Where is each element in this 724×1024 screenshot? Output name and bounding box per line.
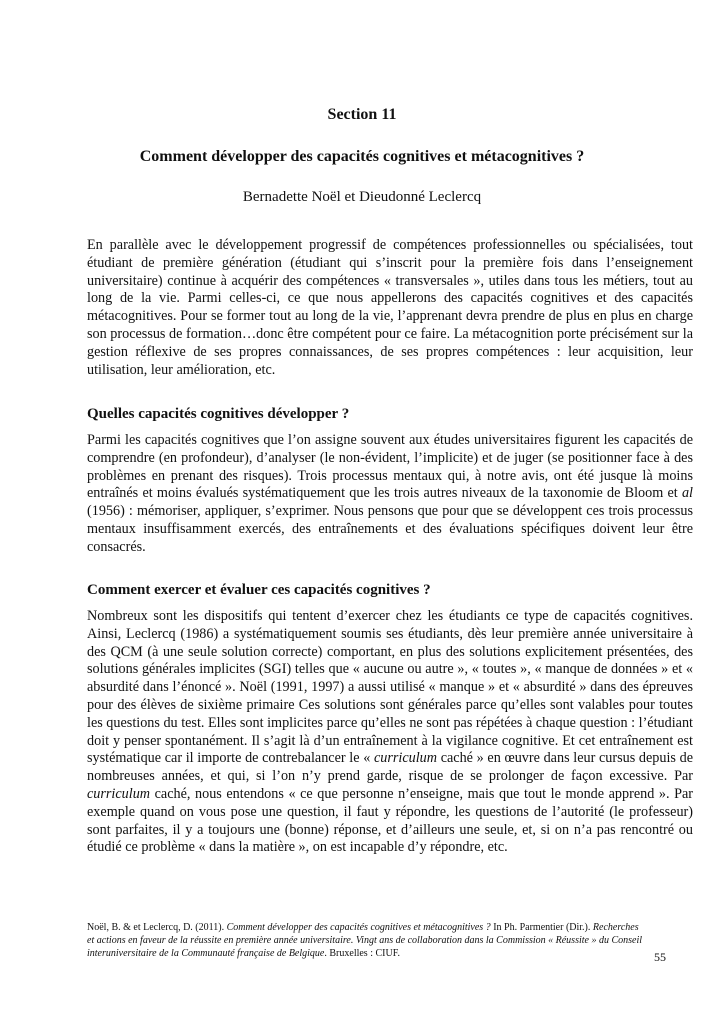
section-2-paragraph: [87, 608, 693, 857]
section-1-paragraph: [87, 432, 693, 557]
section-2-text-a: Nombreux sont les dispositifs qui tentent d’exercer chez les étudiants ce type de capacités cognitives. Ainsi, Leclercq (1986) a systématiquement soumis ses étudiants, dès leur première année universitaire à des QCM (à une seule solution correcte) comportant, en plus des solutions explicitement présentées, des solutions générales implicites (SGI) telles que « aucune ou autre », « toutes », « manque de données » et « absurdité dans l’énoncé ». Noël (1991, 1997) a aussi utilisé « manque » et « absurdité » dans des épreuves pour des élèves de sixième primaire Ces solutions sont générales parce qu’elles sont valables pour toutes les questions du test. Elles sont implicites parce qu’elles ne sont pas répétées à chaque question : l’étudiant doit y penser spontanément. Il s’agit là d’un entraînement à la vigilance cognitive. Et cet entraînement est systématique car il importe de contrebalancer le «: [87, 608, 693, 767]
footnote-book: Recherches et actions en faveur de la réussite en première année universitaire. Vingt ans de collaboration dans la Commission « Réussite » du Conseil interuniversitaire de la Communauté française de Belgique: [87, 922, 643, 959]
footnote-publisher: . Bruxelles : CIUF.: [324, 948, 400, 959]
citation-footnote: [87, 921, 647, 960]
section-2-text-c: caché, nous entendons « ce que personne n’enseigne, mais que tout le monde apprend ». Par exemple quand on vous pose une question, il faut y répondre, les questions de l’autorité (le professeur) sont parfaites, il y a toujours une (bonne) réponse, et d’ailleurs une seule, et, si on n’a pas rencontré ou étudié ce problème « dans la matière », on est incapable d’y répondre, etc.: [87, 785, 693, 856]
section-1-text-after: (1956) : mémoriser, appliquer, s’exprimer. Nous pensons que pour que se développent ces trois processus mentaux insuffisamment exercés, des entraînements et des évaluations spécifiques doivent leur être consacrés.: [87, 503, 693, 555]
footnote-ref: Noël, B. & et Leclercq, D. (2011).: [87, 922, 227, 933]
page-title: Comment développer des capacités cognitives et métacognitives ?: [139, 148, 585, 165]
section-2-italic-curriculum-2: curriculum: [87, 785, 151, 802]
section-heading-1: Quelles capacités cognitives développer ?: [87, 406, 350, 422]
intro-paragraph: En parallèle avec le développement progressif de compétences professionnelles ou spécialisées, tout étudiant de première génération (étudiant qui s’inscrit pour la première fois dans l’enseignement universitaire) continue à acquérir des compétences « transversales », utiles dans tous les métiers, tout au long de la vie. Parmi celles-ci, ce que nous appellerons des capacités cognitives et des capacités métacognitives. Pour se former tout au long de la vie, l’apprenant devra prendre de plus en plus en charge son processus de formation…donc être compétent pour ce faire. La métacognition porte précisément sur la gestion réflexive de ses propres connaissances, de ses propres compétences : leur acquisition, leur utilisation, leur amélioration, etc.: [87, 237, 693, 378]
section-label: Section 11: [327, 106, 397, 123]
footnote-title: Comment développer des capacités cognitives et métacognitives ?: [226, 922, 491, 933]
section-1-text-before: Parmi les capacités cognitives que l’on assigne souvent aux études universitaires figurent les capacités de comprendre (en profondeur), d’analyser (le non-évident, l’implicite) et de juger (se positionner face à des problèmes en prenant des risques). Trois processus mentaux qui, à notre avis, ont été jusque là moins entraînés et moins évalués systématiquement que les trois autres niveaux de la taxonomie de Bloom et: [87, 432, 693, 502]
section-heading-2: Comment exercer et évaluer ces capacités cognitives ?: [87, 582, 431, 598]
page-number: 55: [654, 950, 666, 964]
section-1-italic-al: al: [681, 485, 693, 502]
section-2-italic-curriculum-1: curriculum: [373, 750, 438, 767]
footnote-in: In Ph. Parmentier (Dir.).: [490, 922, 593, 933]
section-2-text-b: caché » en œuvre dans leur cursus depuis de nombreuses années, et qui, si l’on n’y prend garde, risque de se prolonger de façon excessive. Par: [87, 750, 694, 785]
authors: Bernadette Noël et Dieudonné Leclercq: [242, 189, 482, 205]
